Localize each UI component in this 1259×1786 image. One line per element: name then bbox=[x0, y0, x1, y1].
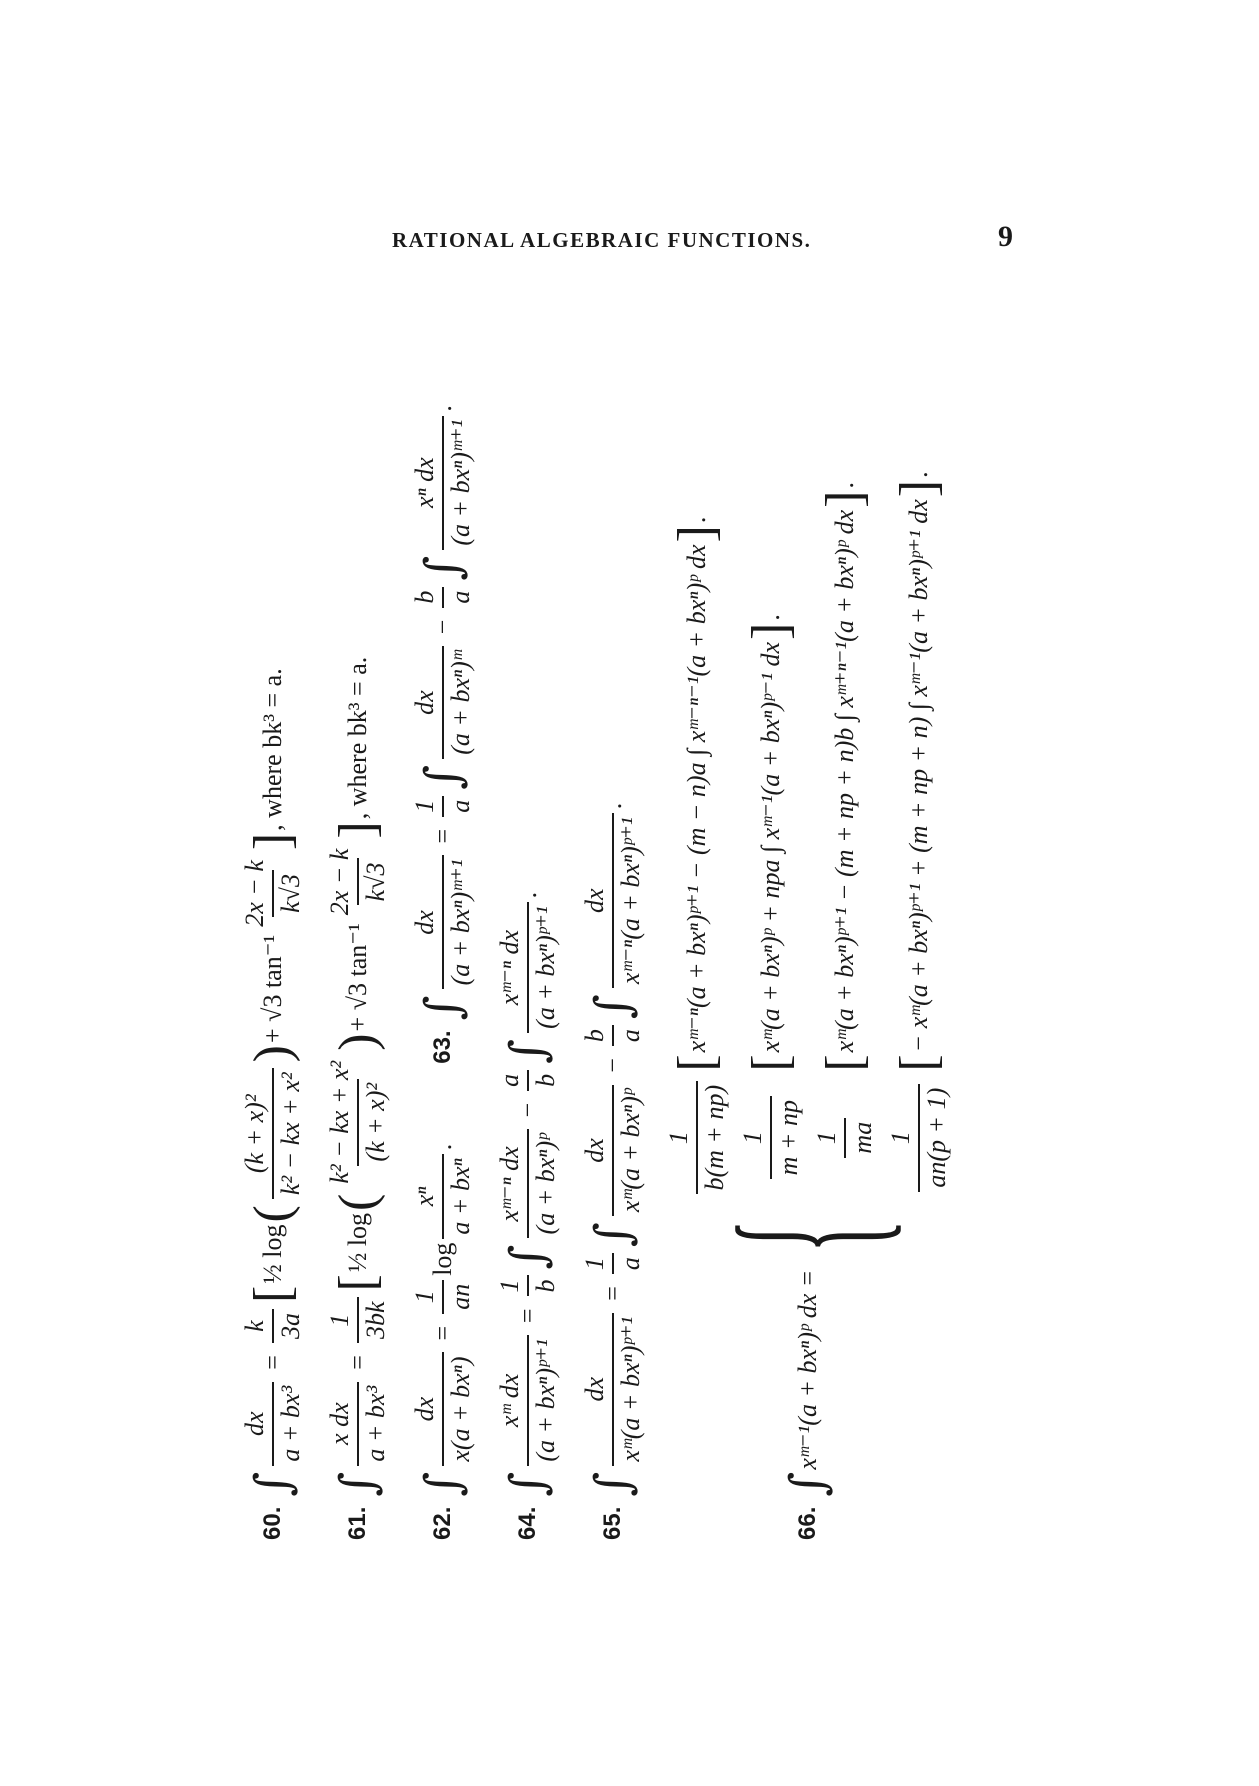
denominator: a + bxⁿ bbox=[442, 1154, 476, 1238]
left-paren: ( bbox=[244, 1205, 301, 1223]
left-bracket: [ bbox=[816, 1054, 873, 1072]
end-period: . bbox=[904, 471, 933, 478]
denominator: b(m + np) bbox=[696, 1081, 730, 1195]
denominator: m + np bbox=[770, 1096, 804, 1179]
log-fraction bbox=[410, 1154, 476, 1238]
denominator: xᵐ(a + bxⁿ)ᵖ bbox=[612, 1085, 646, 1216]
numerator: xᵐ⁻ⁿ dx bbox=[495, 929, 524, 1006]
denominator: ma bbox=[844, 1118, 878, 1158]
denominator: a bbox=[612, 1025, 646, 1046]
integral-sign: ∫ bbox=[245, 1471, 301, 1497]
denominator: a bbox=[442, 796, 476, 817]
right-paren: ) bbox=[329, 1033, 386, 1051]
denominator: (a + bxⁿ)ᵖ⁺¹ bbox=[527, 1335, 561, 1465]
numerator: dx bbox=[410, 910, 439, 935]
integral-sign: ∫ bbox=[415, 995, 471, 1021]
case-body: xᵐ⁻ⁿ(a + bxⁿ)ᵖ⁺¹ − (m − n)a ∫ xᵐ⁻ⁿ⁻¹(a + bxⁿ)ᵖ dx bbox=[682, 544, 711, 1053]
coefficient-fraction bbox=[580, 1025, 646, 1046]
half-log: ½ log bbox=[258, 1224, 287, 1284]
integral-sign: ∫ bbox=[585, 994, 641, 1020]
equals-sign: = bbox=[343, 1355, 372, 1370]
end-period: . bbox=[513, 891, 542, 899]
condition-text: , where bk³ = a. bbox=[343, 656, 372, 820]
numerator: 1 bbox=[812, 1131, 841, 1145]
end-period: . bbox=[682, 516, 711, 524]
integral-sign: ∫ bbox=[500, 1471, 556, 1497]
numerator: 1 bbox=[580, 1257, 609, 1271]
numerator: x dx bbox=[325, 1402, 354, 1445]
numerator: 1 bbox=[738, 1131, 767, 1145]
integral-fraction bbox=[410, 646, 476, 758]
running-header-title: RATIONAL ALGEBRAIC FUNCTIONS. bbox=[392, 228, 812, 252]
denominator: x(a + bxⁿ) bbox=[442, 1352, 476, 1465]
coefficient-fraction bbox=[495, 1275, 561, 1296]
formula-66-lhs: xᵐ⁻¹(a + bxⁿ)ᵖ dx = bbox=[793, 1269, 822, 1470]
denominator: (a + bxⁿ)ᵐ bbox=[442, 646, 476, 758]
end-period: . bbox=[428, 1143, 457, 1151]
denominator: xᵐ⁻ⁿ(a + bxⁿ)ᵖ⁺¹ bbox=[612, 813, 646, 988]
end-period: . bbox=[428, 405, 457, 412]
denominator: a + bx³ bbox=[272, 1382, 306, 1466]
formula-65 bbox=[580, 803, 646, 1540]
integrand-fraction bbox=[325, 1382, 391, 1466]
coefficient-fraction bbox=[410, 1280, 476, 1314]
equals-sign: = bbox=[258, 1355, 287, 1370]
coefficient-fraction bbox=[325, 1298, 391, 1344]
integral-sign: ∫ bbox=[330, 1471, 386, 1497]
end-period: . bbox=[830, 482, 859, 489]
case-row bbox=[738, 471, 804, 1201]
right-bracket: ] bbox=[890, 479, 947, 498]
log-fraction bbox=[240, 1068, 306, 1199]
denominator: a + bx³ bbox=[357, 1382, 391, 1466]
coefficient-fraction bbox=[410, 796, 476, 817]
denominator: b bbox=[527, 1275, 561, 1296]
left-bracket: [ bbox=[890, 1054, 947, 1072]
right-bracket: ] bbox=[244, 832, 301, 851]
right-bracket: ] bbox=[816, 490, 873, 508]
numerator: dx bbox=[580, 1138, 609, 1163]
denominator: k√3 bbox=[357, 859, 391, 906]
rotated-formula-block bbox=[230, 300, 1030, 1560]
numerator: dx bbox=[240, 1411, 269, 1436]
integral-sign: ∫ bbox=[585, 1222, 641, 1248]
denominator: k² − kx + x² bbox=[272, 1068, 306, 1199]
coefficient-fraction bbox=[664, 1078, 730, 1198]
arctan-term: + √3 tan⁻¹ bbox=[343, 923, 372, 1032]
left-paren: ( bbox=[329, 1193, 386, 1211]
equals-sign: = bbox=[513, 1308, 542, 1324]
integrand-fraction bbox=[495, 1335, 561, 1465]
left-bracket: [ bbox=[244, 1285, 301, 1304]
left-brace: { bbox=[697, 1218, 918, 1253]
formula-60 bbox=[240, 668, 306, 1540]
integral-sign: ∫ bbox=[500, 1038, 556, 1064]
numerator: k² − kx + x² bbox=[325, 1060, 354, 1184]
coefficient-fraction bbox=[240, 1309, 306, 1343]
numerator: xᵐ⁻ⁿ dx bbox=[495, 1146, 524, 1222]
log-fraction bbox=[325, 1057, 391, 1188]
integral-sign: ∫ bbox=[415, 1471, 471, 1497]
integrand-fraction bbox=[410, 855, 476, 989]
right-bracket: ] bbox=[329, 821, 386, 839]
numerator: b bbox=[580, 1029, 609, 1043]
denominator: (a + bxⁿ)ᵐ⁺¹ bbox=[442, 855, 476, 989]
equals-sign: = bbox=[428, 1325, 457, 1341]
arctan-term: + √3 tan⁻¹ bbox=[258, 934, 287, 1043]
numerator: (k + x)² bbox=[240, 1094, 269, 1174]
numerator: 1 bbox=[886, 1131, 915, 1145]
denominator: 3bk bbox=[357, 1298, 391, 1344]
formula-number: 61. bbox=[344, 1506, 371, 1540]
numerator: dx bbox=[580, 1376, 609, 1402]
condition-text: , where bk³ = a. bbox=[258, 668, 287, 831]
coefficient-fraction bbox=[410, 587, 476, 608]
numerator: dx bbox=[410, 690, 439, 715]
page-number: 9 bbox=[998, 220, 1013, 253]
end-period: . bbox=[756, 614, 785, 621]
denominator: xᵐ(a + bxⁿ)ᵖ⁺¹ bbox=[612, 1313, 646, 1466]
integral-fraction bbox=[495, 902, 561, 1032]
formula-66 bbox=[660, 471, 956, 1540]
denominator: (a + bxⁿ)ᵖ bbox=[527, 1130, 561, 1239]
integral-sign: ∫ bbox=[780, 1471, 836, 1497]
minus-sign: − bbox=[428, 619, 457, 635]
coefficient-fraction bbox=[738, 1078, 804, 1198]
formula-61 bbox=[325, 657, 391, 1540]
numerator: b bbox=[410, 590, 439, 604]
numerator: a bbox=[495, 1073, 524, 1087]
numerator: dx bbox=[580, 888, 609, 913]
case-body: − xᵐ(a + bxⁿ)ᵖ⁺¹ + (m + np + n) ∫ xᵐ⁻¹(a + bxⁿ)ᵖ⁺¹ dx bbox=[904, 499, 933, 1053]
denominator: (k + x)² bbox=[357, 1079, 391, 1166]
integral-sign: ∫ bbox=[415, 555, 471, 581]
denominator: an bbox=[442, 1280, 476, 1314]
denominator: a bbox=[442, 587, 476, 608]
integral-fraction bbox=[580, 1085, 646, 1216]
cases-list bbox=[660, 471, 956, 1201]
denominator: b bbox=[527, 1070, 561, 1091]
denominator: (a + bxⁿ)ᵖ⁺¹ bbox=[527, 902, 561, 1032]
left-bracket: [ bbox=[742, 1054, 799, 1072]
formula-number: 60. bbox=[259, 1506, 286, 1540]
coefficient-fraction bbox=[886, 1078, 952, 1198]
integrand-fraction bbox=[410, 1352, 476, 1465]
integral-fraction bbox=[495, 1130, 561, 1239]
integrand-fraction bbox=[580, 1313, 646, 1466]
formula-number: 65. bbox=[599, 1506, 626, 1540]
formula-number: 62. bbox=[429, 1506, 456, 1540]
denominator: 3a bbox=[272, 1309, 306, 1343]
minus-sign: − bbox=[513, 1102, 542, 1118]
denominator: (a + bxⁿ)ᵐ⁺¹ bbox=[442, 416, 476, 550]
right-bracket: ] bbox=[668, 525, 725, 543]
minus-sign: − bbox=[598, 1058, 627, 1073]
integral-sign: ∫ bbox=[500, 1244, 556, 1270]
numerator: 2x − k bbox=[240, 860, 269, 927]
formula-62-63-line bbox=[410, 405, 476, 1540]
numerator: 1 bbox=[495, 1279, 524, 1293]
integral-sign: ∫ bbox=[585, 1471, 641, 1497]
case-body: xᵐ(a + bxⁿ)ᵖ + npa ∫ xᵐ⁻¹(a + bxⁿ)ᵖ⁻¹ dx bbox=[756, 641, 785, 1053]
coefficient-fraction bbox=[580, 1253, 646, 1274]
right-bracket: ] bbox=[742, 622, 799, 640]
numerator: xⁿ dx bbox=[410, 457, 439, 509]
log-text: log bbox=[428, 1242, 457, 1276]
arctan-fraction bbox=[325, 845, 391, 920]
coefficient-fraction bbox=[812, 1078, 878, 1198]
numerator: 1 bbox=[410, 799, 439, 813]
formula-number: 66. bbox=[794, 1506, 821, 1540]
equals-sign: = bbox=[598, 1286, 627, 1301]
numerator: 1 bbox=[410, 1290, 439, 1304]
case-row bbox=[664, 471, 730, 1201]
denominator: an(p + 1) bbox=[918, 1084, 952, 1192]
denominator: k√3 bbox=[272, 870, 306, 917]
case-row bbox=[812, 471, 878, 1201]
left-bracket: [ bbox=[329, 1274, 386, 1292]
integral-sign: ∫ bbox=[415, 764, 471, 790]
cases-block bbox=[660, 471, 956, 1269]
half-log: ½ log bbox=[343, 1212, 372, 1273]
numerator: dx bbox=[410, 1396, 439, 1422]
left-bracket: [ bbox=[668, 1054, 725, 1072]
formula-number: 64. bbox=[514, 1506, 541, 1540]
denominator: a bbox=[612, 1253, 646, 1274]
integrand-fraction bbox=[240, 1382, 306, 1466]
formula-number: 63. bbox=[429, 1030, 456, 1064]
end-period: . bbox=[598, 802, 627, 810]
coefficient-fraction bbox=[495, 1070, 561, 1091]
integral-fraction bbox=[410, 416, 476, 550]
arctan-fraction bbox=[240, 856, 306, 931]
integral-fraction bbox=[580, 813, 646, 988]
numerator: xⁿ bbox=[410, 1186, 439, 1207]
numerator: 1 bbox=[664, 1131, 693, 1145]
formula-64 bbox=[495, 892, 561, 1540]
case-row bbox=[886, 471, 952, 1201]
numerator: xᵐ dx bbox=[495, 1373, 524, 1428]
equals-sign: = bbox=[428, 828, 457, 844]
right-paren: ) bbox=[244, 1044, 301, 1063]
numerator: 1 bbox=[325, 1313, 354, 1327]
numerator: 2x − k bbox=[325, 848, 354, 916]
case-body: xᵐ(a + bxⁿ)ᵖ⁺¹ − (m + np + n)b ∫ xᵐ⁺ⁿ⁻¹(a + bxⁿ)ᵖ dx bbox=[830, 509, 859, 1053]
numerator: k bbox=[240, 1320, 269, 1332]
